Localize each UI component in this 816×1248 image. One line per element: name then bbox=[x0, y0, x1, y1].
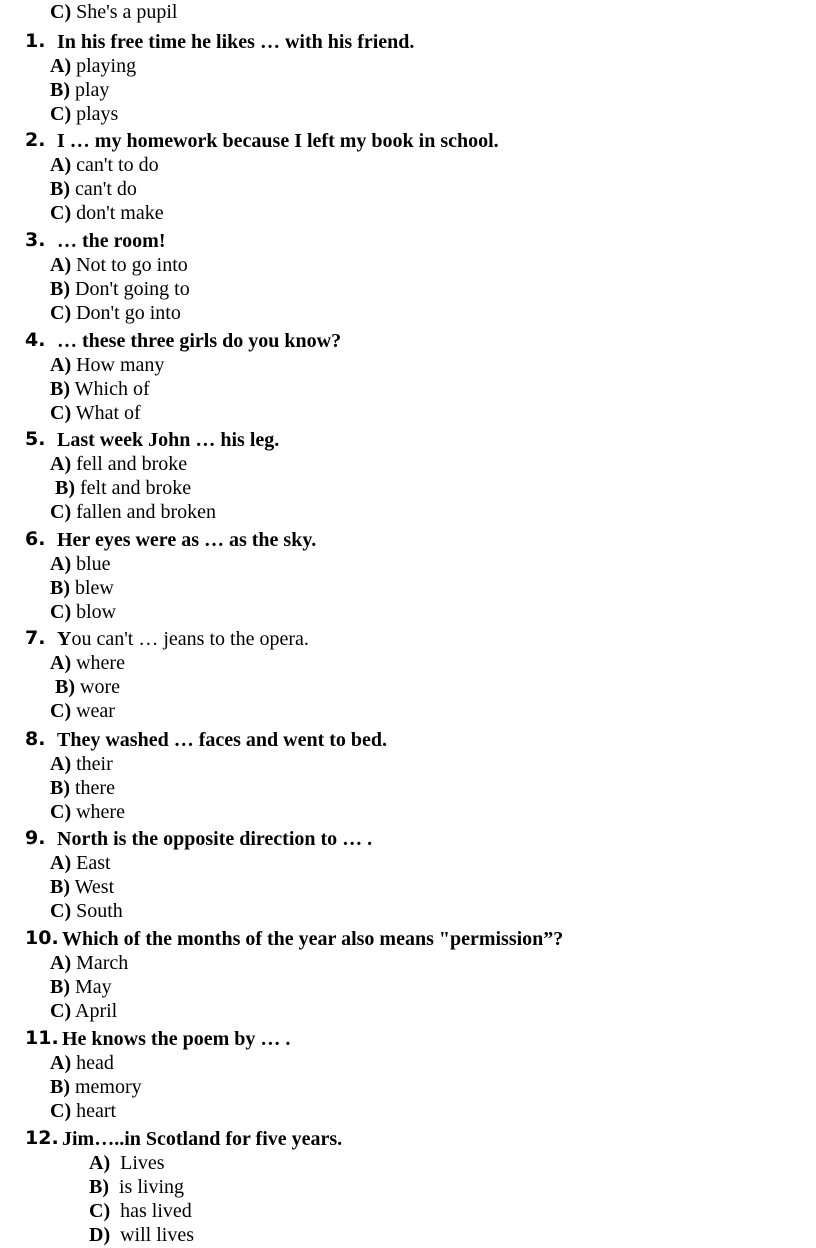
question-text: … the room! bbox=[57, 230, 166, 252]
question-number: 12. bbox=[25, 1127, 59, 1149]
option-text: Not to go into bbox=[76, 254, 188, 276]
question-number: 8. bbox=[25, 728, 46, 750]
option-letter: A) bbox=[50, 753, 72, 775]
option-c bbox=[0, 999, 816, 1023]
question-4 bbox=[0, 327, 816, 425]
question-8 bbox=[0, 726, 816, 824]
option-letter: C) bbox=[50, 103, 72, 125]
question-11 bbox=[0, 1025, 816, 1123]
option-b bbox=[0, 476, 816, 500]
option-c bbox=[0, 899, 816, 923]
option-a bbox=[0, 353, 816, 377]
option-text: March bbox=[76, 952, 129, 974]
option-text: play bbox=[75, 79, 110, 101]
option-c bbox=[0, 1199, 816, 1223]
option-text: What of bbox=[75, 402, 141, 424]
question-9 bbox=[0, 825, 816, 923]
question-2 bbox=[0, 127, 816, 225]
option-text: their bbox=[76, 753, 113, 775]
option-letter: B) bbox=[50, 1076, 70, 1098]
question-6 bbox=[0, 526, 816, 624]
option-letter: C) bbox=[50, 402, 72, 424]
option-c bbox=[0, 401, 816, 425]
option-text: Which of bbox=[74, 378, 150, 400]
option-text: She's a pupil bbox=[76, 1, 178, 23]
option-letter: A) bbox=[89, 1152, 111, 1174]
leading-option bbox=[50, 0, 178, 24]
option-text: East bbox=[76, 852, 111, 874]
option-text: West bbox=[74, 876, 115, 898]
question-text bbox=[57, 627, 309, 651]
option-letter: C) bbox=[50, 601, 72, 623]
option-c bbox=[0, 201, 816, 225]
question-number: 4. bbox=[25, 329, 46, 351]
option-b bbox=[0, 1175, 816, 1199]
option-b bbox=[0, 776, 816, 800]
option-text: wear bbox=[76, 700, 115, 722]
option-text: Lives bbox=[120, 1152, 165, 1174]
option-text: where bbox=[76, 652, 125, 674]
option-text: Don't go into bbox=[76, 302, 181, 324]
option-d bbox=[0, 1223, 816, 1247]
option-letter: C) bbox=[50, 501, 72, 523]
question-number: 5. bbox=[25, 428, 46, 450]
option-text: playing bbox=[76, 55, 137, 77]
option-b bbox=[0, 177, 816, 201]
option-b bbox=[0, 1075, 816, 1099]
option-a bbox=[0, 1051, 816, 1075]
option-letter: A) bbox=[50, 55, 72, 77]
option-text: South bbox=[76, 900, 123, 922]
question-text: North is the opposite direction to … . bbox=[57, 828, 373, 850]
option-a bbox=[0, 951, 816, 975]
option-b bbox=[0, 277, 816, 301]
question-number: 11. bbox=[25, 1027, 59, 1049]
option-letter: D) bbox=[89, 1224, 111, 1246]
option-letter: B) bbox=[50, 178, 70, 200]
option-letter: A) bbox=[50, 852, 72, 874]
option-letter: A) bbox=[50, 154, 72, 176]
question-7 bbox=[0, 625, 816, 723]
question-number: 9. bbox=[25, 827, 46, 849]
option-letter: B) bbox=[50, 378, 70, 400]
option-letter: C) bbox=[50, 1, 72, 23]
option-text: blew bbox=[75, 577, 114, 599]
option-text: blow bbox=[76, 601, 117, 623]
option-text: heart bbox=[76, 1100, 117, 1122]
option-letter: C) bbox=[50, 202, 72, 224]
question-text-rest: ou can't … jeans to the opera. bbox=[71, 628, 309, 650]
option-letter: B) bbox=[89, 1176, 109, 1198]
option-letter: A) bbox=[50, 1052, 72, 1074]
option-b bbox=[0, 377, 816, 401]
option-a bbox=[0, 452, 816, 476]
option-letter: A) bbox=[50, 652, 72, 674]
option-letter: B) bbox=[55, 676, 75, 698]
option-text: fell and broke bbox=[76, 453, 188, 475]
option-letter: B) bbox=[50, 777, 70, 799]
option-a bbox=[0, 153, 816, 177]
question-number: 2. bbox=[25, 129, 46, 151]
question-number: 6. bbox=[25, 528, 46, 550]
option-text: Don't going to bbox=[75, 278, 190, 300]
option-letter: B) bbox=[50, 79, 70, 101]
option-a bbox=[0, 54, 816, 78]
option-text: blue bbox=[76, 553, 111, 575]
question-number: 10. bbox=[25, 927, 59, 949]
option-text: head bbox=[76, 1052, 114, 1074]
option-c bbox=[0, 1099, 816, 1123]
option-a bbox=[0, 851, 816, 875]
option-text: where bbox=[76, 801, 125, 823]
option-text: fallen and broken bbox=[76, 501, 217, 523]
option-c bbox=[0, 500, 816, 524]
option-letter: C) bbox=[50, 801, 72, 823]
option-text: memory bbox=[75, 1076, 142, 1098]
question-text: … these three girls do you know? bbox=[57, 330, 342, 352]
question-text-initial: Y bbox=[57, 628, 72, 650]
option-letter: B) bbox=[50, 278, 70, 300]
option-letter: C) bbox=[50, 900, 72, 922]
question-1 bbox=[0, 28, 816, 126]
option-a bbox=[0, 253, 816, 277]
question-10 bbox=[0, 925, 816, 1023]
option-a bbox=[0, 752, 816, 776]
option-b bbox=[0, 78, 816, 102]
option-text: felt and broke bbox=[80, 477, 192, 499]
option-letter: A) bbox=[50, 254, 72, 276]
option-a bbox=[0, 1151, 816, 1175]
question-5 bbox=[0, 426, 816, 524]
question-number: 7. bbox=[25, 627, 46, 649]
option-text: can't to do bbox=[76, 154, 159, 176]
option-c bbox=[0, 800, 816, 824]
option-b bbox=[0, 576, 816, 600]
option-text: wore bbox=[80, 676, 120, 698]
question-number: 3. bbox=[25, 229, 46, 251]
option-text: May bbox=[75, 976, 112, 998]
option-text: will lives bbox=[120, 1224, 194, 1246]
option-letter: C) bbox=[50, 1100, 72, 1122]
option-text: don't make bbox=[76, 202, 164, 224]
option-b bbox=[0, 975, 816, 999]
option-text: can't do bbox=[75, 178, 137, 200]
question-12 bbox=[0, 1125, 816, 1247]
option-text: How many bbox=[76, 354, 165, 376]
option-letter: A) bbox=[50, 553, 72, 575]
question-text: Jim…..in Scotland for five years. bbox=[62, 1128, 343, 1150]
option-text: has lived bbox=[120, 1200, 192, 1222]
question-text: He knows the poem by … . bbox=[62, 1028, 291, 1050]
option-c bbox=[0, 600, 816, 624]
option-c bbox=[0, 102, 816, 126]
option-letter: B) bbox=[50, 976, 70, 998]
option-b bbox=[0, 875, 816, 899]
option-letter: B) bbox=[50, 876, 70, 898]
option-c bbox=[0, 301, 816, 325]
option-text: there bbox=[75, 777, 115, 799]
question-text: Last week John … his leg. bbox=[57, 429, 280, 451]
option-letter: C) bbox=[50, 700, 72, 722]
option-letter: B) bbox=[55, 477, 75, 499]
option-text: is living bbox=[119, 1176, 185, 1198]
option-text: plays bbox=[76, 103, 119, 125]
option-letter: C) bbox=[89, 1200, 111, 1222]
question-text: Her eyes were as … as the sky. bbox=[57, 529, 317, 551]
option-letter: C) bbox=[50, 1000, 72, 1022]
option-letter: A) bbox=[50, 952, 72, 974]
option-letter: A) bbox=[50, 453, 72, 475]
option-c bbox=[0, 699, 816, 723]
question-text: I … my homework because I left my book in school. bbox=[57, 130, 499, 152]
question-text: They washed … faces and went to bed. bbox=[57, 729, 388, 751]
option-letter: B) bbox=[50, 577, 70, 599]
option-a bbox=[0, 651, 816, 675]
option-a bbox=[0, 552, 816, 576]
option-b bbox=[0, 675, 816, 699]
question-number: 1. bbox=[25, 30, 46, 52]
option-letter: C) bbox=[50, 302, 72, 324]
question-text: Which of the months of the year also means "permission”? bbox=[62, 928, 564, 950]
question-text: In his free time he likes … with his friend. bbox=[57, 31, 415, 53]
option-letter: A) bbox=[50, 354, 72, 376]
question-3 bbox=[0, 227, 816, 325]
option-text: April bbox=[75, 1000, 118, 1022]
